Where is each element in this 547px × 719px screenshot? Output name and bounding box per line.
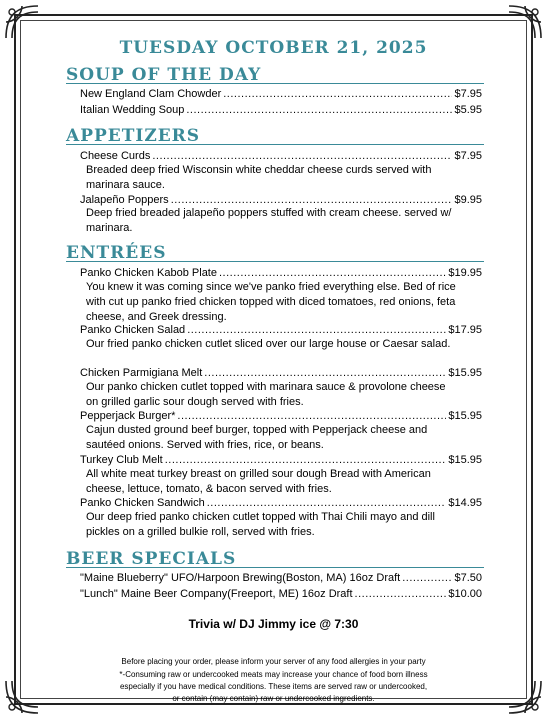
item-price: $15.95 [448, 410, 482, 422]
allergy-notice: Before placing your order, please inform your server of any food allergies in your party [121, 657, 426, 666]
corner-ornament-icon [2, 2, 42, 42]
item-name: Chicken Parmigiana Melt [80, 367, 203, 379]
page-title: TUESDAY OCTOBER 21, 2025 [119, 38, 428, 58]
item-name: "Lunch" Maine Beer Company(Freeport, ME) 16oz Draft [80, 588, 353, 600]
item-name: Panko Chicken Kabob Plate [80, 267, 217, 279]
section-heading-appetizers: APPETIZERS [66, 126, 201, 146]
item-price: $9.95 [454, 194, 482, 206]
corner-ornament-icon [505, 2, 545, 42]
section-divider [66, 261, 484, 262]
item-price: $7.95 [454, 88, 482, 100]
item-name: New England Clam Chowder [80, 88, 222, 100]
item-description: Deep fried breaded jalapeño poppers stuffed with cream cheese. served w/ marinara. [86, 207, 452, 234]
item-description: All white meat turkey breast on grilled sour dough Bread with American cheese, lettuce, tomato, & bacon served with fries. [86, 468, 431, 495]
menu-item [80, 410, 482, 423]
item-description: Our fried panko chicken cutlet sliced over our large house or Caesar salad. [86, 338, 451, 350]
menu-item [80, 88, 482, 101]
section-divider [66, 144, 484, 145]
item-price: $14.95 [448, 497, 482, 509]
item-description: Our deep fried panko chicken cutlet topped with Thai Chili mayo and dill pickles on a grilled bulkie roll, served with fries. [86, 511, 435, 538]
item-price: $19.95 [448, 267, 482, 279]
consumer-advisory: especially if you have medical conditions. These items are served raw or undercooked, [119, 682, 428, 691]
section-divider [66, 567, 484, 568]
item-price: $5.95 [454, 104, 482, 116]
trivia-announcement: Trivia w/ DJ Jimmy ice @ 7:30 [188, 617, 359, 631]
item-price: $7.95 [454, 150, 482, 162]
consumer-advisory: or contain (may contain) raw or undercooked ingredients. [172, 694, 375, 703]
consumer-advisory: *-Consuming raw or undercooked meats may increase your chance of food born illness [119, 670, 428, 679]
section-heading-entrees: ENTRÉES [66, 243, 167, 263]
menu-item [80, 104, 482, 117]
item-description: Breaded deep fried Wisconsin white cheddar cheese curds served with marinara sauce. [86, 164, 432, 191]
menu-item [80, 367, 482, 380]
item-price: $17.95 [448, 324, 482, 336]
item-name: Jalapeño Poppers [80, 194, 169, 206]
menu-item [80, 267, 482, 280]
menu-item [80, 454, 482, 467]
menu-item [80, 150, 482, 163]
menu-item [80, 324, 482, 337]
item-description: You knew it was coming since we've panko fried everything else. Bed of rice with cut up panko fried chicken topped with diced tomatoes, red onions, feta cheese, and Greek dressing. [86, 281, 456, 323]
menu-item [80, 572, 482, 585]
item-price: $15.95 [448, 454, 482, 466]
section-divider [66, 83, 484, 84]
item-price: $7.50 [454, 572, 482, 584]
item-description: Cajun dusted ground beef burger, topped with Pepperjack cheese and sautéed onions. Served with fries, rice, or beans. [86, 424, 428, 451]
item-price: $10.00 [448, 588, 482, 600]
section-heading-beer: BEER SPECIALS [66, 549, 237, 569]
item-name: Turkey Club Melt [80, 454, 163, 466]
item-name: Panko Chicken Sandwich [80, 497, 205, 509]
item-name: Cheese Curds [80, 150, 151, 162]
item-name: Italian Wedding Soup [80, 104, 185, 116]
item-name: "Maine Blueberry" UFO/Harpoon Brewing(Boston, MA) 16oz Draft [80, 572, 401, 584]
item-name: Pepperjack Burger* [80, 410, 176, 422]
menu-item [80, 588, 482, 601]
item-price: $15.95 [448, 367, 482, 379]
item-description: Our panko chicken cutlet topped with marinara sauce & provolone cheese on grilled garlic sour dough served with fries. [86, 381, 446, 408]
item-name: Panko Chicken Salad [80, 324, 186, 336]
section-heading-soup: SOUP OF THE DAY [66, 65, 262, 85]
menu-item [80, 497, 482, 510]
